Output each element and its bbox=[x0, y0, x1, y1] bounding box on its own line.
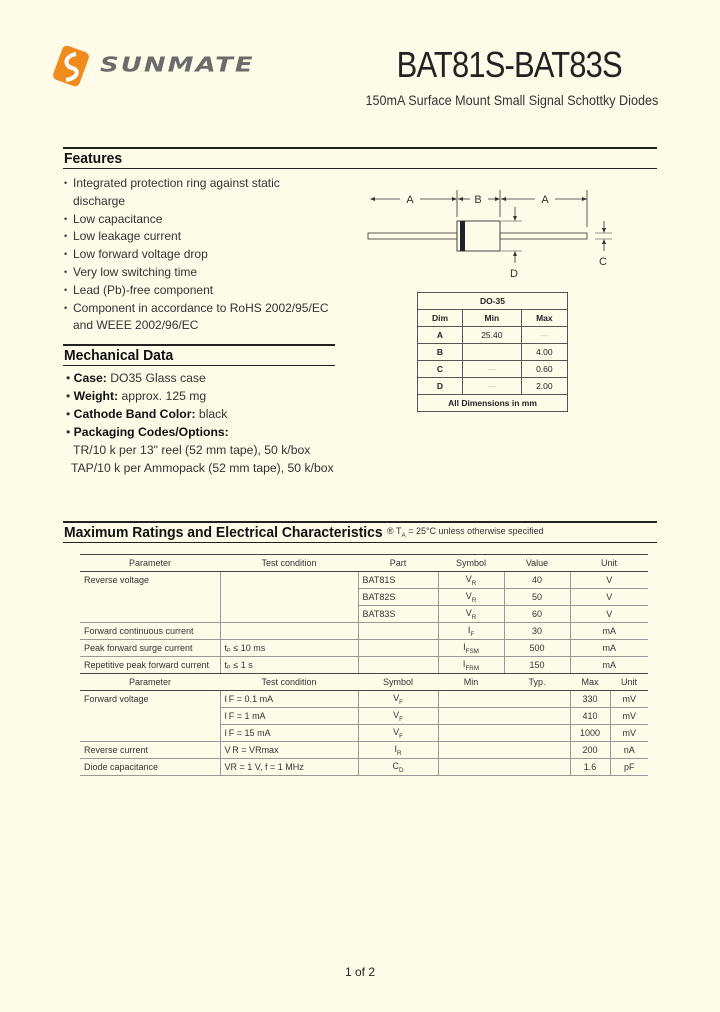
table-row: BAT82S $V_R$ 50 V bbox=[80, 589, 648, 606]
table-row: Forward continuous current $I_F$ 30 mA bbox=[80, 623, 648, 640]
table-row: Repetitive peak forward current tₚ ≤ 1 s $I_{FRM}$ 150 mA bbox=[80, 657, 648, 674]
features-heading: Features bbox=[64, 150, 123, 167]
table-row: BAT83S $V_R$ 60 V bbox=[80, 606, 648, 623]
max-ratings-table bbox=[80, 554, 648, 674]
mechanical-heading: Mechanical Data bbox=[64, 347, 174, 364]
mech-case: • Case: DO35 Glass case bbox=[66, 371, 206, 385]
table-row: A 25.40 --- bbox=[418, 327, 568, 344]
mech-pack-line: TR/10 k per 13" reel (52 mm tape), 50 k/box bbox=[73, 443, 311, 457]
package-table-header: Max bbox=[521, 310, 567, 327]
feature-item: • Low forward voltage drop bbox=[64, 246, 334, 264]
page-number: 1 of 2 bbox=[345, 965, 376, 979]
logo-text: SUNMATE bbox=[100, 53, 255, 77]
mechanical-bottom-rule bbox=[63, 365, 335, 366]
feature-item: • Integrated protection ring against static discharge bbox=[64, 175, 334, 211]
package-dimensions-table bbox=[417, 292, 568, 412]
package-table-header: Min bbox=[462, 310, 521, 327]
table-header-row: Parameter Test condition Part Symbol Value Unit bbox=[80, 555, 648, 572]
dim-label-a2: A bbox=[541, 194, 549, 206]
package-table-header: Dim bbox=[418, 310, 463, 327]
table-row: C --- 0.60 bbox=[418, 361, 568, 378]
features-list bbox=[64, 175, 334, 335]
dim-label-d: D bbox=[510, 268, 518, 280]
feature-item: • Very low switching time bbox=[64, 264, 334, 282]
table-row: D --- 2.00 bbox=[418, 378, 568, 395]
features-bottom-rule bbox=[63, 168, 657, 169]
ratings-bottom-rule bbox=[63, 542, 657, 543]
page-title: BAT81S-BAT83S bbox=[396, 44, 622, 85]
mech-band: • Cathode Band Color: black bbox=[66, 407, 228, 421]
dim-label-b: B bbox=[474, 194, 482, 206]
feature-item: • Low capacitance bbox=[64, 211, 334, 229]
dim-label-c: C bbox=[599, 256, 607, 268]
table-row: Reverse current V R = VRmax $I_R$ 200 nA bbox=[80, 742, 648, 759]
package-table-title: DO-35 bbox=[418, 293, 568, 310]
table-row: Forward voltage I F = 0.1 mA $V_F$ 330 mV bbox=[80, 691, 648, 708]
do35-package-diagram bbox=[360, 185, 620, 285]
mech-packaging: • Packaging Codes/Options: bbox=[66, 425, 229, 439]
mechanical-top-rule bbox=[63, 344, 335, 346]
table-header-row: Parameter Test condition Symbol Min Typ. Max Unit bbox=[80, 674, 648, 691]
mech-weight: • Weight: approx. 125 mg bbox=[66, 389, 207, 403]
page-subtitle: 150mA Surface Mount Small Signal Schottky Diodes bbox=[365, 92, 658, 108]
feature-item: • Low leakage current bbox=[64, 228, 334, 246]
feature-item: • Lead (Pb)-free component bbox=[64, 282, 334, 300]
table-row: Reverse voltage BAT81S $V_R$ 40 V bbox=[80, 572, 648, 589]
table-row: I F = 1 mA $V_F$ 410 mV bbox=[80, 708, 648, 725]
logo-mark-icon bbox=[52, 46, 96, 92]
package-table-footer: All Dimensions in mm bbox=[418, 395, 568, 412]
ratings-top-rule bbox=[63, 521, 657, 523]
ratings-condition-note: ® $T_A = 25^\circ C$ unless otherwise specified bbox=[387, 526, 544, 539]
feature-item: • Component in accordance to RoHS 2002/95/EC and WEEE 2002/96/EC bbox=[64, 300, 334, 336]
table-row: B 4.00 bbox=[418, 344, 568, 361]
table-row: I F = 15 mA $V_F$ 1000 mV bbox=[80, 725, 648, 742]
company-logo bbox=[52, 46, 255, 92]
features-top-rule bbox=[63, 147, 657, 149]
electrical-characteristics-table bbox=[80, 673, 648, 776]
table-row: Peak forward surge current tₚ ≤ 10 ms $I_{FSM}$ 500 mA bbox=[80, 640, 648, 657]
ratings-heading: Maximum Ratings and Electrical Characteristics bbox=[64, 524, 383, 541]
mech-pack-line: TAP/10 k per Ammopack (52 mm tape), 50 k/box bbox=[71, 461, 334, 475]
dim-label-a: A bbox=[406, 194, 414, 206]
table-row: Diode capacitance VR = 1 V, f = 1 MHz $C_D$ 1.6 pF bbox=[80, 759, 648, 776]
